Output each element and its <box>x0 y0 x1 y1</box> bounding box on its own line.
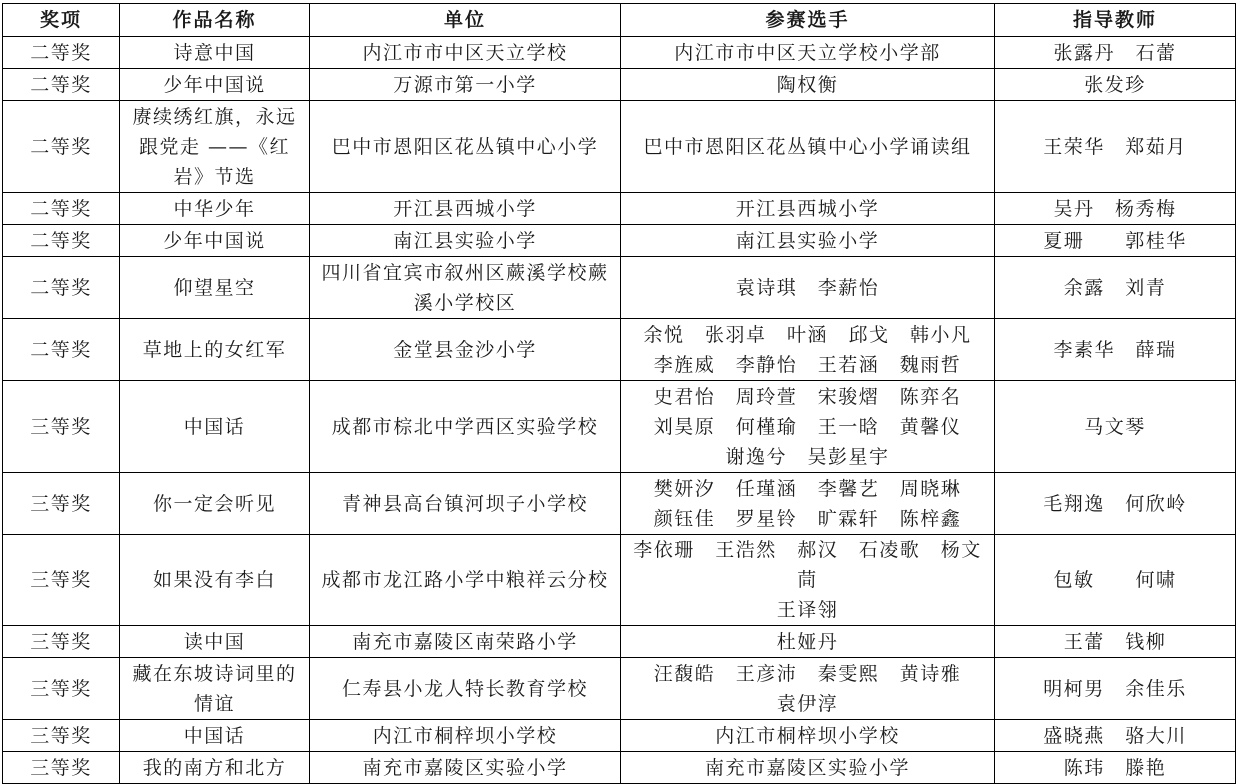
award-cell: 二等奖 <box>3 193 120 225</box>
unit-cell: 仁寿县小龙人特长教育学校 <box>310 658 621 720</box>
contestants-cell: 陶权衡 <box>621 69 995 101</box>
unit-cell: 巴中市恩阳区花丛镇中心小学 <box>310 101 621 193</box>
contestants-cell: 南充市嘉陵区实验小学 <box>621 752 995 784</box>
teachers-cell: 陈玮 滕艳 <box>995 752 1236 784</box>
award-cell: 二等奖 <box>3 101 120 193</box>
header-work-title: 作品名称 <box>120 4 310 37</box>
unit-cell: 四川省宜宾市叙州区蕨溪学校蕨溪小学校区 <box>310 257 621 319</box>
teachers-cell: 夏珊 郭桂华 <box>995 225 1236 257</box>
teachers-cell: 王蕾 钱柳 <box>995 626 1236 658</box>
award-cell: 二等奖 <box>3 257 120 319</box>
award-cell: 三等奖 <box>3 626 120 658</box>
unit-cell: 青神县高台镇河坝子小学校 <box>310 473 621 535</box>
table-row <box>3 658 1236 720</box>
work-title-cell: 少年中国说 <box>120 69 310 101</box>
contestants-cell: 史君怡 周玲萱 宋骏熠 陈弈名 刘昊原 何槿瑜 王一晗 黄馨仪 谢逸兮 吴彭星宇 <box>621 381 995 473</box>
table-row <box>3 319 1236 381</box>
work-title-cell: 读中国 <box>120 626 310 658</box>
award-cell: 三等奖 <box>3 535 120 626</box>
header-contestants: 参赛选手 <box>621 4 995 37</box>
work-title-cell: 少年中国说 <box>120 225 310 257</box>
work-title-cell: 如果没有李白 <box>120 535 310 626</box>
work-title-cell: 诗意中国 <box>120 37 310 69</box>
contestants-cell: 内江市桐梓坝小学校 <box>621 720 995 752</box>
table-row <box>3 69 1236 101</box>
award-cell: 三等奖 <box>3 752 120 784</box>
contestants-cell: 杜娅丹 <box>621 626 995 658</box>
header-award: 奖项 <box>3 4 120 37</box>
work-title-cell: 你一定会听见 <box>120 473 310 535</box>
teachers-cell: 王荣华 郑茹月 <box>995 101 1236 193</box>
work-title-cell: 仰望星空 <box>120 257 310 319</box>
awards-table <box>2 3 1236 784</box>
unit-cell: 金堂县金沙小学 <box>310 319 621 381</box>
teachers-cell: 包敏 何啸 <box>995 535 1236 626</box>
contestants-cell: 樊妍汐 任瑾涵 李馨艺 周晓琳 颜钰佳 罗星铃 旷霖轩 陈梓鑫 <box>621 473 995 535</box>
table-row <box>3 225 1236 257</box>
contestants-cell: 李依珊 王浩然 郝汉 石凌歌 杨文茼 王译翎 <box>621 535 995 626</box>
contestants-cell: 巴中市恩阳区花丛镇中心小学诵读组 <box>621 101 995 193</box>
work-title-cell: 草地上的女红军 <box>120 319 310 381</box>
table-row <box>3 473 1236 535</box>
teachers-cell: 吴丹 杨秀梅 <box>995 193 1236 225</box>
unit-cell: 内江市桐梓坝小学校 <box>310 720 621 752</box>
unit-cell: 成都市棕北中学西区实验学校 <box>310 381 621 473</box>
teachers-cell: 明柯男 余佳乐 <box>995 658 1236 720</box>
teachers-cell: 毛翔逸 何欣岭 <box>995 473 1236 535</box>
unit-cell: 开江县西城小学 <box>310 193 621 225</box>
contestants-cell: 汪馥皓 王彦沛 秦雯熙 黄诗雅 袁伊淳 <box>621 658 995 720</box>
unit-cell: 万源市第一小学 <box>310 69 621 101</box>
table-header-row <box>3 4 1236 37</box>
header-teachers: 指导教师 <box>995 4 1236 37</box>
table-row <box>3 101 1236 193</box>
table-row <box>3 381 1236 473</box>
award-cell: 三等奖 <box>3 720 120 752</box>
table-row <box>3 535 1236 626</box>
unit-cell: 内江市市中区天立学校 <box>310 37 621 69</box>
teachers-cell: 余露 刘青 <box>995 257 1236 319</box>
award-cell: 三等奖 <box>3 473 120 535</box>
work-title-cell: 中国话 <box>120 720 310 752</box>
teachers-cell: 张露丹 石蕾 <box>995 37 1236 69</box>
table-row <box>3 257 1236 319</box>
teachers-cell: 李素华 薛瑞 <box>995 319 1236 381</box>
contestants-cell: 南江县实验小学 <box>621 225 995 257</box>
unit-cell: 南江县实验小学 <box>310 225 621 257</box>
unit-cell: 南充市嘉陵区实验小学 <box>310 752 621 784</box>
unit-cell: 南充市嘉陵区南荣路小学 <box>310 626 621 658</box>
contestants-cell: 余悦 张羽卓 叶涵 邱戈 韩小凡 李旌威 李静怡 王若涵 魏雨哲 <box>621 319 995 381</box>
award-cell: 二等奖 <box>3 37 120 69</box>
work-title-cell: 中国话 <box>120 381 310 473</box>
work-title-cell: 中华少年 <box>120 193 310 225</box>
table-row <box>3 193 1236 225</box>
work-title-cell: 赓续绣红旗，永远跟党走 ——《红岩》节选 <box>120 101 310 193</box>
award-cell: 二等奖 <box>3 225 120 257</box>
teachers-cell: 张发珍 <box>995 69 1236 101</box>
award-cell: 二等奖 <box>3 319 120 381</box>
contestants-cell: 开江县西城小学 <box>621 193 995 225</box>
work-title-cell: 藏在东坡诗词里的情谊 <box>120 658 310 720</box>
award-cell: 二等奖 <box>3 69 120 101</box>
award-cell: 三等奖 <box>3 658 120 720</box>
unit-cell: 成都市龙江路小学中粮祥云分校 <box>310 535 621 626</box>
table-row <box>3 37 1236 69</box>
table-row <box>3 720 1236 752</box>
teachers-cell: 马文琴 <box>995 381 1236 473</box>
contestants-cell: 内江市市中区天立学校小学部 <box>621 37 995 69</box>
teachers-cell: 盛晓燕 骆大川 <box>995 720 1236 752</box>
contestants-cell: 袁诗琪 李薪怡 <box>621 257 995 319</box>
award-cell: 三等奖 <box>3 381 120 473</box>
table-row <box>3 626 1236 658</box>
header-unit: 单位 <box>310 4 621 37</box>
work-title-cell: 我的南方和北方 <box>120 752 310 784</box>
